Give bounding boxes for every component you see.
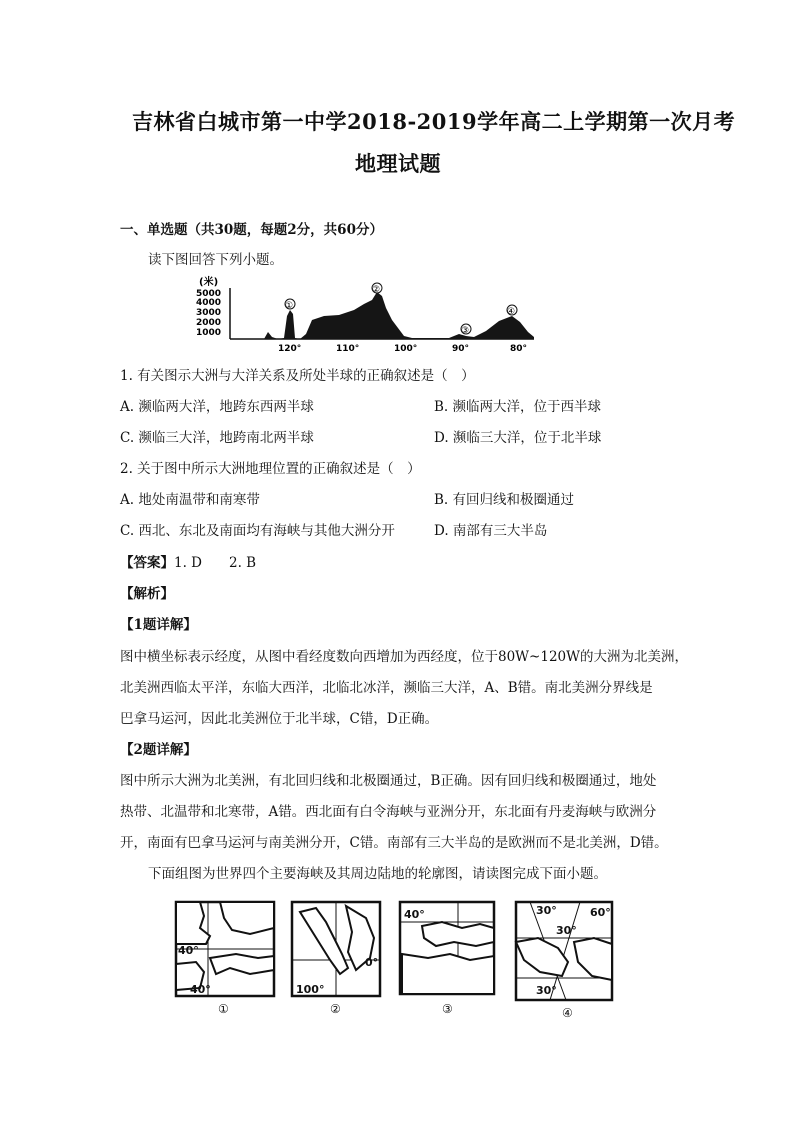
- map-3-label: 40°: [404, 908, 425, 921]
- profile-marker: ③: [461, 326, 470, 336]
- document-title-line2: 地理试题: [355, 151, 441, 176]
- map-4-label: 60°: [590, 906, 611, 919]
- question-1-option-c: C. 濒临三大洋，地跨南北两半球: [120, 430, 314, 446]
- map-2-label: 0°: [365, 956, 379, 969]
- answer-text: 1. D 2. B: [174, 555, 257, 571]
- terrain-profile: [254, 292, 534, 339]
- detail-1-label: 【1题详解】: [120, 617, 197, 633]
- detail-2-line: 热带、北温带和北寒带，A错。西北面有白令海峡与亚洲分开，东北面有丹麦海峡与欧洲分: [120, 804, 657, 820]
- profile-x-tick: 80°: [510, 344, 528, 354]
- question-1-option-a: A. 濒临两大洋，地跨东西两半球: [120, 399, 314, 415]
- question-1-option-d: D. 濒临三大洋，位于北半球: [434, 430, 602, 446]
- profile-x-tick: 100°: [394, 344, 418, 354]
- question-2-option-d: D. 南部有三大半岛: [434, 523, 548, 539]
- profile-marker: ②: [372, 285, 381, 295]
- answer-label: 【答案】: [120, 555, 174, 571]
- analysis-label: 【解析】: [120, 586, 174, 602]
- map-4-label: 30°: [556, 924, 577, 937]
- detail-1-line: 北美洲西临太平洋，东临大西洋，北临北冰洋，濒临三大洋，A、B错。南北美洲分界线是: [120, 680, 653, 696]
- map-4-caption: ④: [562, 1006, 573, 1020]
- profile-y-tick: 1000: [196, 328, 222, 338]
- answer-line: [120, 551, 256, 571]
- profile-x-tick: 110°: [336, 344, 360, 354]
- map-2-caption: ②: [330, 1002, 341, 1016]
- strait-map-4: [516, 902, 612, 1020]
- map-1-label: 40°: [178, 944, 199, 957]
- question-1-option-b: B. 濒临两大洋，位于西半球: [434, 399, 602, 415]
- question-2-option-c: C. 西北、东北及南面均有海峡与其他大洲分开: [120, 523, 395, 539]
- profile-y-tick: 3000: [196, 308, 222, 318]
- strait-maps-figure: [170, 898, 620, 1020]
- profile-y-tick: 4000: [196, 298, 222, 308]
- profile-y-unit: (米): [199, 277, 219, 288]
- detail-2-line: 开，南面有巴拿马运河与南美洲分开，C错。南部有三大半岛的是欧洲而不是北美洲，D错。: [120, 835, 668, 851]
- detail-1-line: 巴拿马运河，因此北美洲位于北半球，C错，D正确。: [120, 711, 439, 727]
- next-question-intro: 下面组图为世界四个主要海峡及其周边陆地的轮廓图，请读图完成下面小题。: [148, 866, 607, 882]
- map-3-caption: ③: [442, 1002, 453, 1016]
- question-2-stem: 2. 关于图中所示大洲地理位置的正确叙述是（ ）: [120, 461, 421, 477]
- elevation-profile-figure: [194, 274, 544, 356]
- profile-marker: ④: [507, 307, 516, 317]
- document-title-line1: 吉林省白城市第一中学2018-2019学年高二上学期第一次月考: [132, 109, 736, 134]
- strait-map-3: [400, 902, 494, 1016]
- map-4-label: 30°: [536, 904, 557, 917]
- strait-map-2: [292, 902, 380, 1016]
- map-1-caption: ①: [218, 1002, 229, 1016]
- detail-1-line: 图中横坐标表示经度，从图中看经度数向西增加为西经度，位于80W~120W的大洲为北美洲，: [120, 649, 689, 665]
- map-1-label: 40°: [190, 983, 211, 996]
- strait-map-1: [176, 902, 274, 1016]
- profile-x-tick: 120°: [278, 344, 302, 354]
- detail-2-label: 【2题详解】: [120, 742, 197, 758]
- map-2-label: 100°: [296, 983, 325, 996]
- question-2-option-a: A. 地处南温带和南寒带: [120, 492, 260, 508]
- profile-y-tick: 2000: [196, 318, 222, 328]
- question-intro: 读下图回答下列小题。: [148, 252, 283, 268]
- profile-marker: ①: [285, 301, 294, 311]
- question-2-option-b: B. 有回归线和极圈通过: [434, 492, 575, 508]
- detail-2-line: 图中所示大洲为北美洲，有北回归线和北极圈通过，B正确。因有回归线和极圈通过，地处: [120, 773, 657, 789]
- section-heading: 一、单选题（共30题，每题2分，共60分）: [120, 222, 383, 238]
- map-4-label: 30°: [536, 984, 557, 997]
- question-1-stem: 1. 有关图示大洲与大洋关系及所处半球的正确叙述是（ ）: [120, 368, 475, 384]
- profile-y-tick: 5000: [196, 289, 222, 299]
- profile-x-tick: 90°: [452, 344, 470, 354]
